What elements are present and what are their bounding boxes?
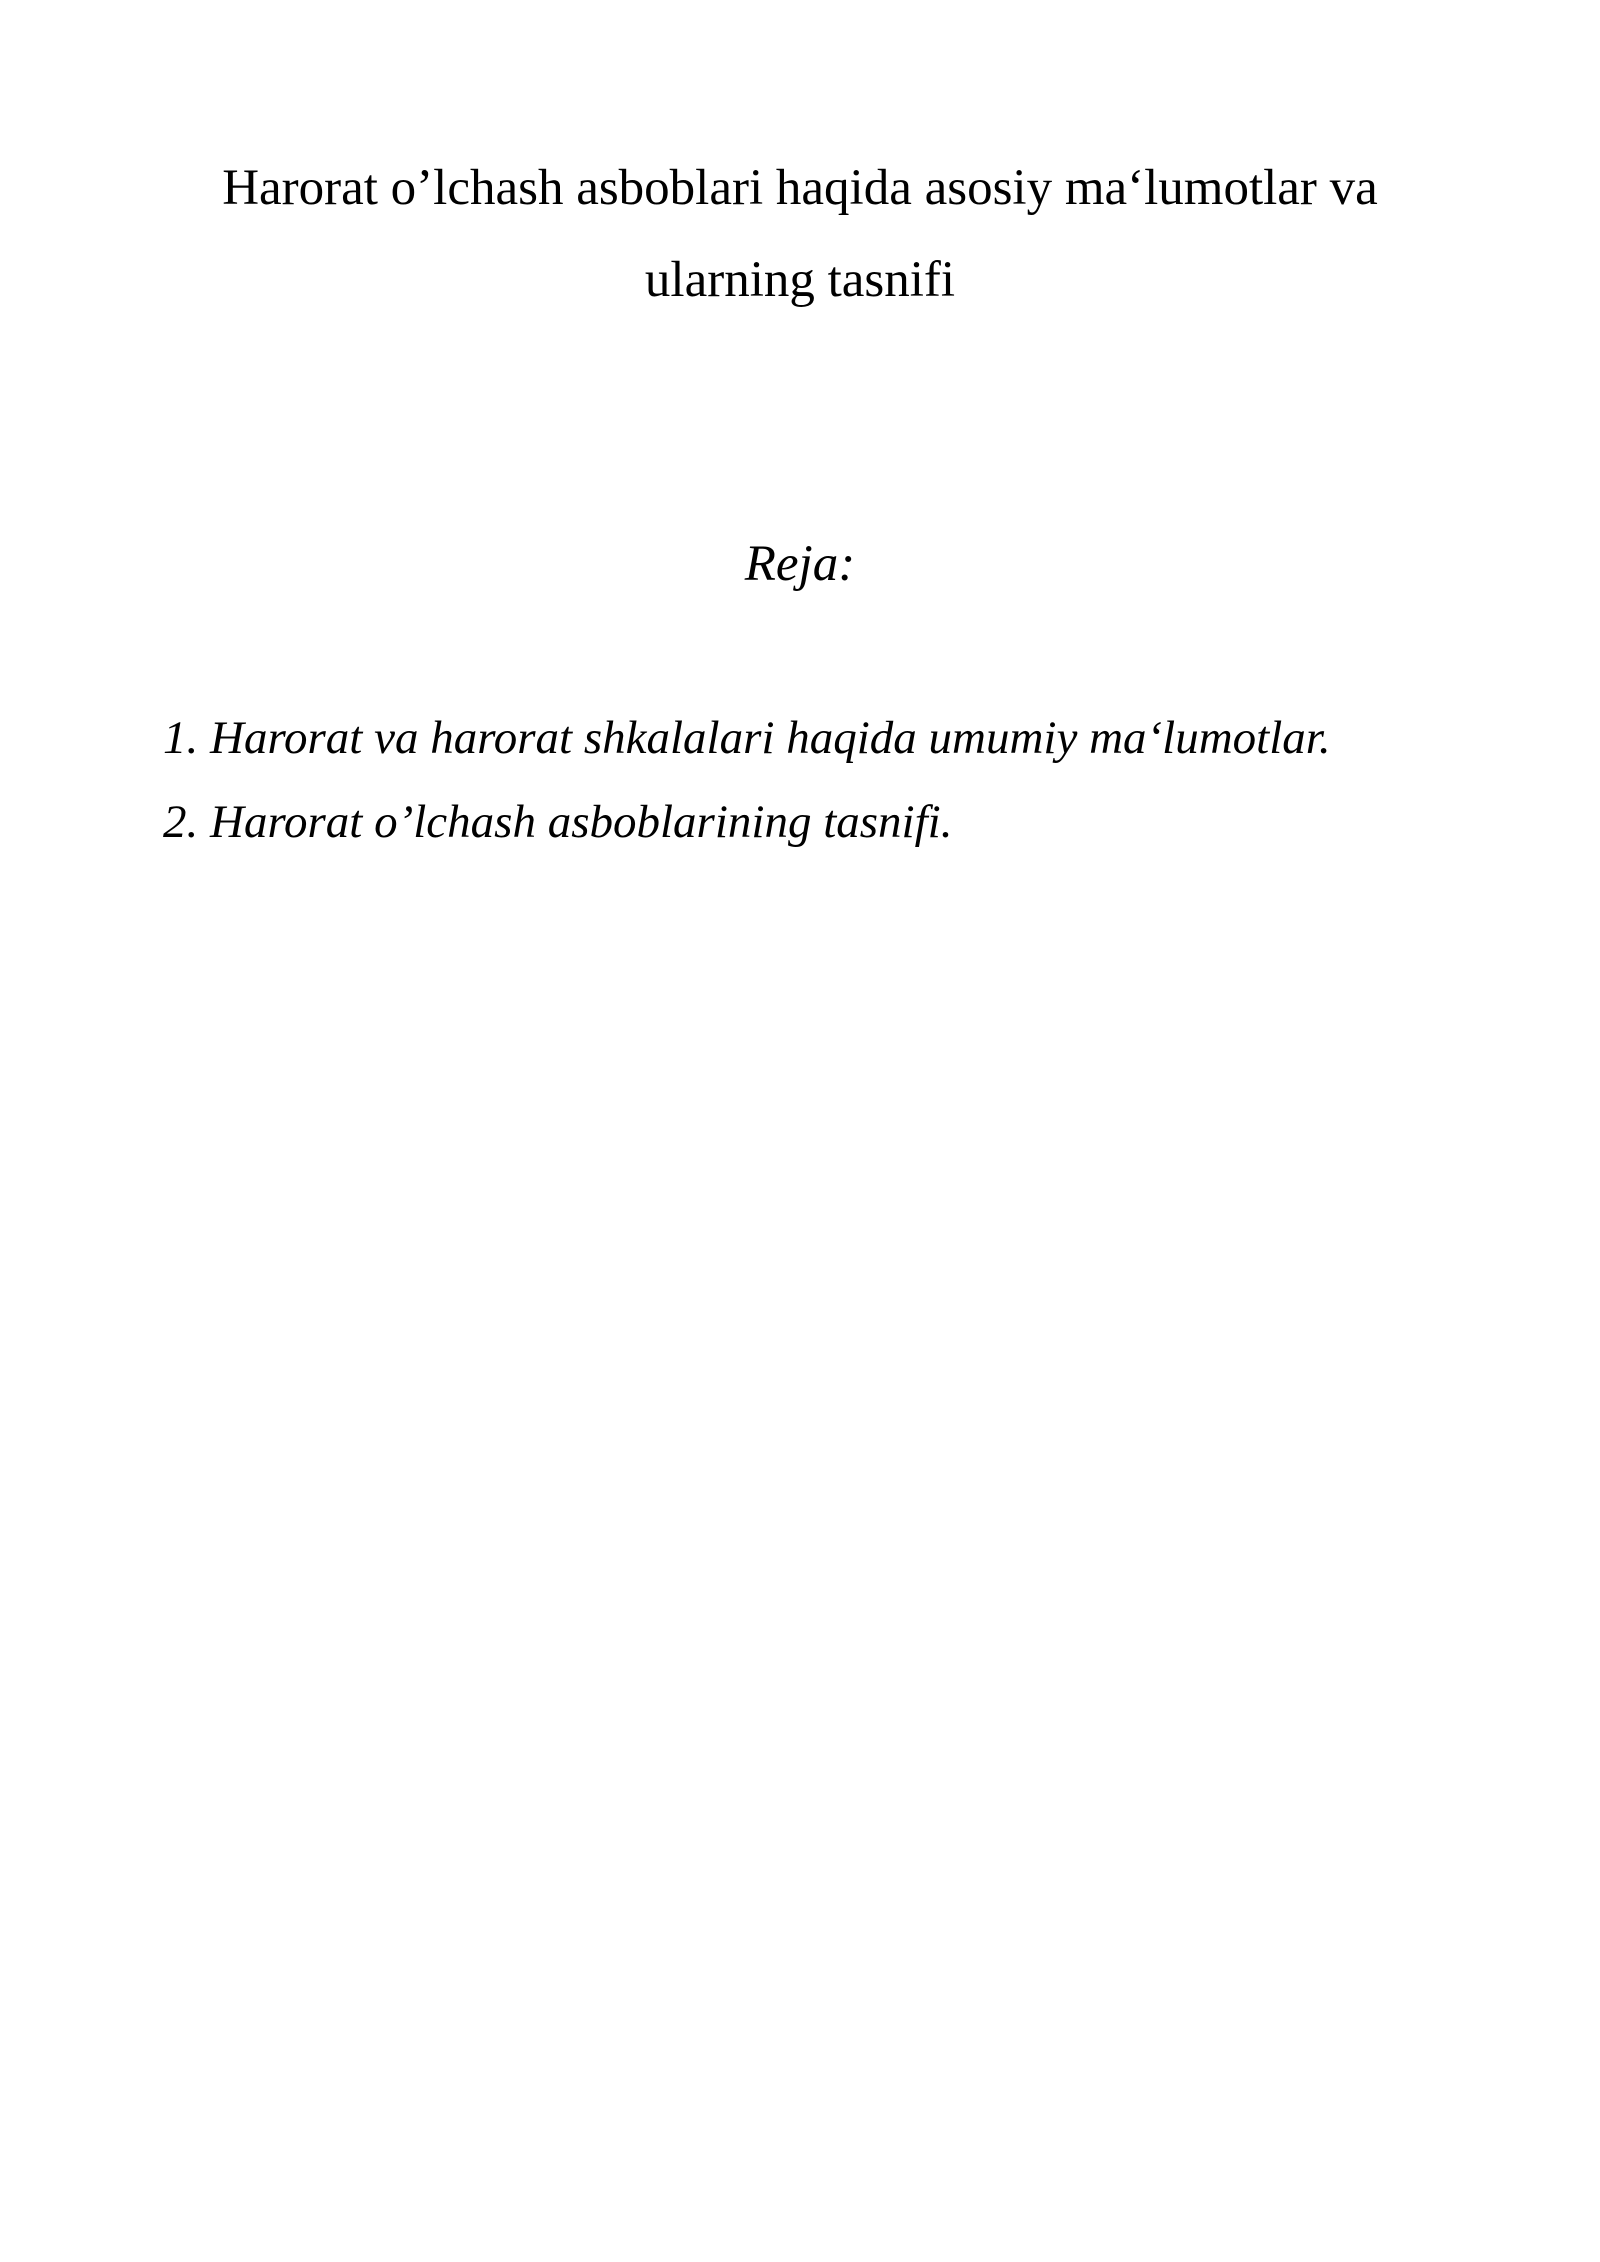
document-title-line-1: Harorat o’lchash asboblari haqida asosiy ma‘lumotlar va: [222, 160, 1378, 216]
plan-list: [163, 708, 1331, 876]
plan-item-2: 2. Harorat o’lchash asboblarining tasnifi.: [163, 796, 953, 848]
document-title-line-2: ularning tasnifi: [644, 252, 956, 308]
plan-heading: Reja:: [744, 536, 856, 592]
plan-item-1: 1. Harorat va harorat shkalalari haqida umumiy ma‘lumotlar.: [163, 712, 1331, 764]
